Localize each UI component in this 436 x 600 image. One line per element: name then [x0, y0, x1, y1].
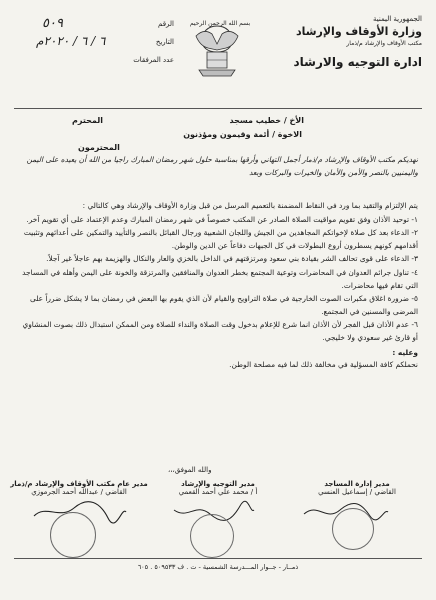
- country-name: الجمهورية اليمنية: [372, 15, 422, 23]
- closing-line: نحملكم كافة المسؤلية في مخالفة ذلك لما فيه مصلحة الوطن.: [229, 360, 418, 370]
- ministry-name: وزارة الأوقاف والإرشاد: [295, 25, 422, 38]
- signatory-name: القاضي / عبدالله أحمد الجرموزي: [31, 488, 127, 496]
- signatory-title: مدير عام مكتب الأوقاف والإرشاد م/ذمار: [10, 480, 148, 488]
- office-name: مكتب الأوقاف والإرشاد م/ذمار: [346, 40, 422, 47]
- footer-address: ذمــار - جــوار المـــدرسة الشمسية - ت . ف ٥٠٩٥٣٣ . ٦٠٥: [137, 563, 299, 571]
- signatory-name: أ / محمد علي أحمد القعمي: [178, 488, 258, 496]
- signature-block-director: [10, 480, 148, 496]
- signature-block-guidance: [150, 480, 286, 496]
- recipient-khatib: الأخ / خطيب مسجد: [229, 116, 304, 125]
- signatory-title: مدير إدارة المساجد: [324, 480, 390, 488]
- signatory-name: القاضي / إسماعيل العنسي: [318, 488, 396, 496]
- date-value: ٦ / ٦ / ٢٠٢٠م: [36, 34, 106, 48]
- wa-alayh-heading: وعليه :: [392, 347, 418, 357]
- instruction-item-6: ٦- عدم الأذان قبل الفجر لأن الأذان انما شرع للإعلام بدخول وقت الصلاة والنداء للصلاة ومن الممكن استبدال ذلك بصوت المنشاوي أو قارئ غير سعودي ولا خليجي.: [22, 320, 418, 342]
- department-name: ادارة التوجيه والارشاد: [293, 55, 422, 69]
- signature-block-mosques: [292, 480, 422, 496]
- body-intro: يتم الإلتزام والتقيد بما ورد في النقاط المضمنة بالتعميم المرسل من قبل وزارة الأوقاف والإرشاد وهي كالتالي :: [82, 201, 418, 210]
- official-stamp-3: [50, 512, 96, 558]
- instruction-item-3: ٣- الدعاء على قوى تحالف الشر بقيادة بني سعود ومرتزقتهم في الداخل بالخزي والعار والنكال والهزيمة بهم عاجلاً غير آجلاً.: [46, 254, 418, 264]
- instruction-item-4: ٤- تناول جرائم العدوان في المحاضرات وتوعية المجتمع بخطر العدوان والمنافقين والمرتزقة والخونة على اليمن وأهله في المساجد التي تقام فيها محاضرات.: [22, 267, 418, 290]
- recipient-imams: الاخوة / أئمة وقيمون ومؤذنون: [183, 130, 302, 139]
- footer-divider: [14, 558, 422, 559]
- official-stamp-2: [190, 514, 234, 558]
- attachments-label: عدد المرفقات: [133, 56, 174, 64]
- instruction-item-2: ٢- الدعاء بعد كل صلاة لإخواتكم المجاهدين من الجيش واللجان الشعبية ورجال القبائل بالنصر والتأييد والتمكين على أعدائهم وتثبيت أقدامهم كونهم يسطرون أروع البطولات في كل الجبهات دفاعاً عن الدين والوطن.: [23, 228, 418, 250]
- reference-label: الرقم: [158, 20, 174, 28]
- recipient-honorific-1: المحترم: [72, 116, 103, 125]
- greeting-paragraph: نهديكم مكتب الأوقاف والإرشاد م/ذمار أجمل التهاني وأرقها بمناسبة حلول شهر رمضان المبارك راجيا من الله أن يعيده على اليمن واليمنيين بالنصر والأمن والأمان والخيرات والبركات وبعد: [26, 155, 418, 177]
- instruction-item-5: ٥- ضرورة اغلاق مكبرات الصوت الخارجية في صلاة التراويح والقيام لأن الذي يقوم بها البعض في رمضان بما لا يشكل ضرراً على المرضى والمسنين في المجتمع.: [29, 294, 418, 316]
- instruction-item-1: ١- توحيد الأذان وفق تقويم مواقيت الصلاة الصادر عن المكتب خصوصاً في شهر رمضان المبارك وعدم الإعتماد على أي تقويم آخر.: [26, 214, 418, 224]
- yemen-emblem-icon: [190, 22, 244, 80]
- official-stamp-1: [332, 508, 374, 550]
- bismillah-heading: بسم الله الرحمن الرحيم: [189, 20, 251, 27]
- date-label: التاريخ: [155, 38, 174, 46]
- reference-number-value: ٥٠٩: [42, 16, 63, 31]
- signatory-title: مدير التوجيه والإرشاد: [181, 480, 255, 488]
- header-divider: [14, 108, 422, 109]
- recipient-honorific-2: المحترمون: [78, 143, 120, 152]
- letterhead-right: [262, 15, 422, 69]
- salutation: والله الموفق،،،: [168, 466, 212, 474]
- letter-body: [18, 200, 418, 372]
